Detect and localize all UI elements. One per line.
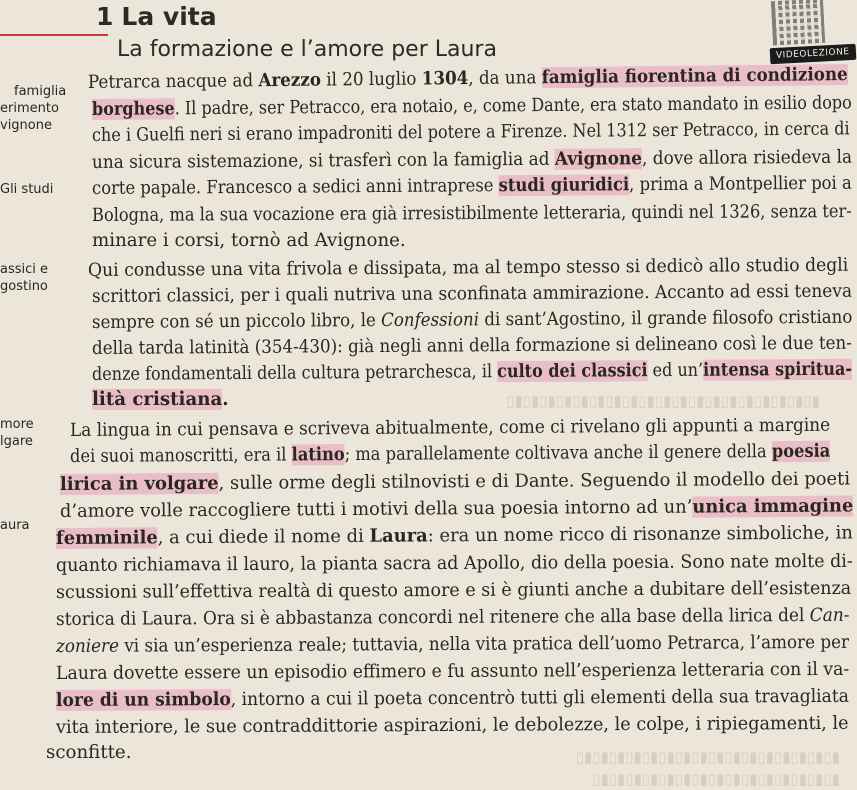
section-title: La formazione e l’amore per Laura <box>117 37 497 62</box>
text-line: sempre con sé un piccolo libro, le Confessioni di sant’Agostino, il grande filosofo cristiano <box>91 306 853 333</box>
text-line: femminile, a cui diede il nome di Laura: era un nome ricco di risonanze simboliche, in <box>55 522 853 549</box>
show-through-text: ▮▯▮▯▮▯▮▯▮▯▮▯▮▯▮▯▮▯▮▯▮▯▮▯▮▯▮▯▮▯ <box>592 770 840 788</box>
text-line: minare i corsi, tornò ad Avignone. <box>92 230 406 251</box>
text-line: una sicura sistemazione, si trasferì con la famiglia ad Avignone, dove allora risiedeva la <box>91 146 853 173</box>
text-line: zoniere vi sia un’esperienza reale; tuttavia, nella vita pratica dell’uomo Petrarca, l’amore per <box>55 631 850 657</box>
text-line: Petrarca nacque ad Arezzo il 20 luglio 1304, da una famiglia fiorentina di condizione <box>87 64 848 93</box>
text-line: La lingua in cui pensava e scriveva abitualmente, come ci rivelano gli appunti a margine <box>69 414 831 441</box>
text-line: scussioni sull’effettiva realtà di questo amore e si è giunti anche a dubitare dell’esistenza <box>55 577 852 603</box>
text-line: che i Guelfi neri si erano impadroniti del potere a Firenze. Nel 1312 ser Petracco, in cerca di <box>91 118 850 146</box>
text-line: della tarda latinità (354-430): già negli anni della formazione si delineano così le due ten- <box>91 332 852 359</box>
text-line: Laura dovette essere un episodio effimero e fu assunto nell’esperienza letteraria con il va- <box>55 658 850 684</box>
margin-keyword: erimento <box>0 101 59 116</box>
margin-keyword: vignone <box>0 118 52 133</box>
text-line: sconfitte. <box>46 742 132 763</box>
margin-keyword: famiglia <box>14 84 67 99</box>
text-line: lirica in volgare, sulle orme degli stilnovisti e di Dante. Seguendo il modello dei poeti <box>59 468 851 495</box>
show-through-text: ▮▯▮▯▮▯▮▯▮▯▮▯▮▯▮▯▮▯▮▯▮▯▮▯▮▯▮▯▮▯▮▯ <box>575 748 840 766</box>
margin-keyword: Gli studi <box>0 182 54 197</box>
text-line: lore di un simbolo, intorno a cui il poeta concentrò tutti gli elementi della sua travagliata <box>55 685 849 711</box>
qr-code-pattern <box>775 3 821 41</box>
text-line: corte papale. Francesco a sedici anni intraprese studi giuridici, prima a Montpellier poi a <box>91 172 852 199</box>
text-line: storica di Laura. Ora si è abbastanza concordi nel ritenere che alla base della lirica del Can- <box>55 604 850 630</box>
margin-keyword: assici e <box>0 262 49 277</box>
chapter-number: 1 <box>96 2 114 31</box>
text-line: Bologna, ma la sua vocazione era già irresistibilmente letteraria, quindi nel 1326, senza ter- <box>91 201 852 226</box>
text-line: scrittori classici, per i quali nutriva una sconfinata ammirazione. Accanto ad essi teneva <box>91 280 853 307</box>
margin-keyword: more <box>0 417 34 432</box>
header-rule <box>0 34 108 36</box>
text-line: denze fondamentali della cultura petrarchesca, il culto dei classici ed un’intensa spiritua- <box>91 358 853 385</box>
chapter-title: La vita <box>121 2 217 31</box>
text-line: lità cristiana. <box>92 389 229 410</box>
show-through-text: ▮▯▮▯▮▯▮▯▮▯▮▯▮▯▮▯▮▯▮▯▮▯▮▯▮▯▮▯▮▯▮▯▮▯▮▯▮▯ <box>506 392 820 410</box>
text-line: vita interiore, le sue contraddittorie aspirazioni, le debolezze, le colpe, i ripiegamenti, le <box>55 712 849 738</box>
margin-keyword: aura <box>0 518 30 533</box>
chapter-heading <box>96 2 217 31</box>
text-line: d’amore volle raccogliere tutti i motivi della sua poesia intorno ad un’unica immagine <box>59 495 854 522</box>
margin-keyword: gostino <box>0 279 48 294</box>
text-line: Qui condusse una vita frivola e dissipata, ma al tempo stesso si dedicò allo studio degli <box>87 254 849 281</box>
text-line: borghese. Il padre, ser Petracco, era notaio, e, come Dante, era stato mandato in esilio dopo <box>91 92 852 120</box>
margin-keyword: lgare <box>0 434 33 449</box>
text-line: quanto richiamava il lauro, la pianta sacra ad Apollo, dio della poesia. Sono nate molte di- <box>55 550 853 576</box>
video-lesson-badge[interactable]: VIDEOLEZIONE <box>770 44 856 64</box>
text-line: dei suoi manoscritti, era il latino; ma parallelamente coltivava anche il genere della poesia <box>69 440 831 467</box>
